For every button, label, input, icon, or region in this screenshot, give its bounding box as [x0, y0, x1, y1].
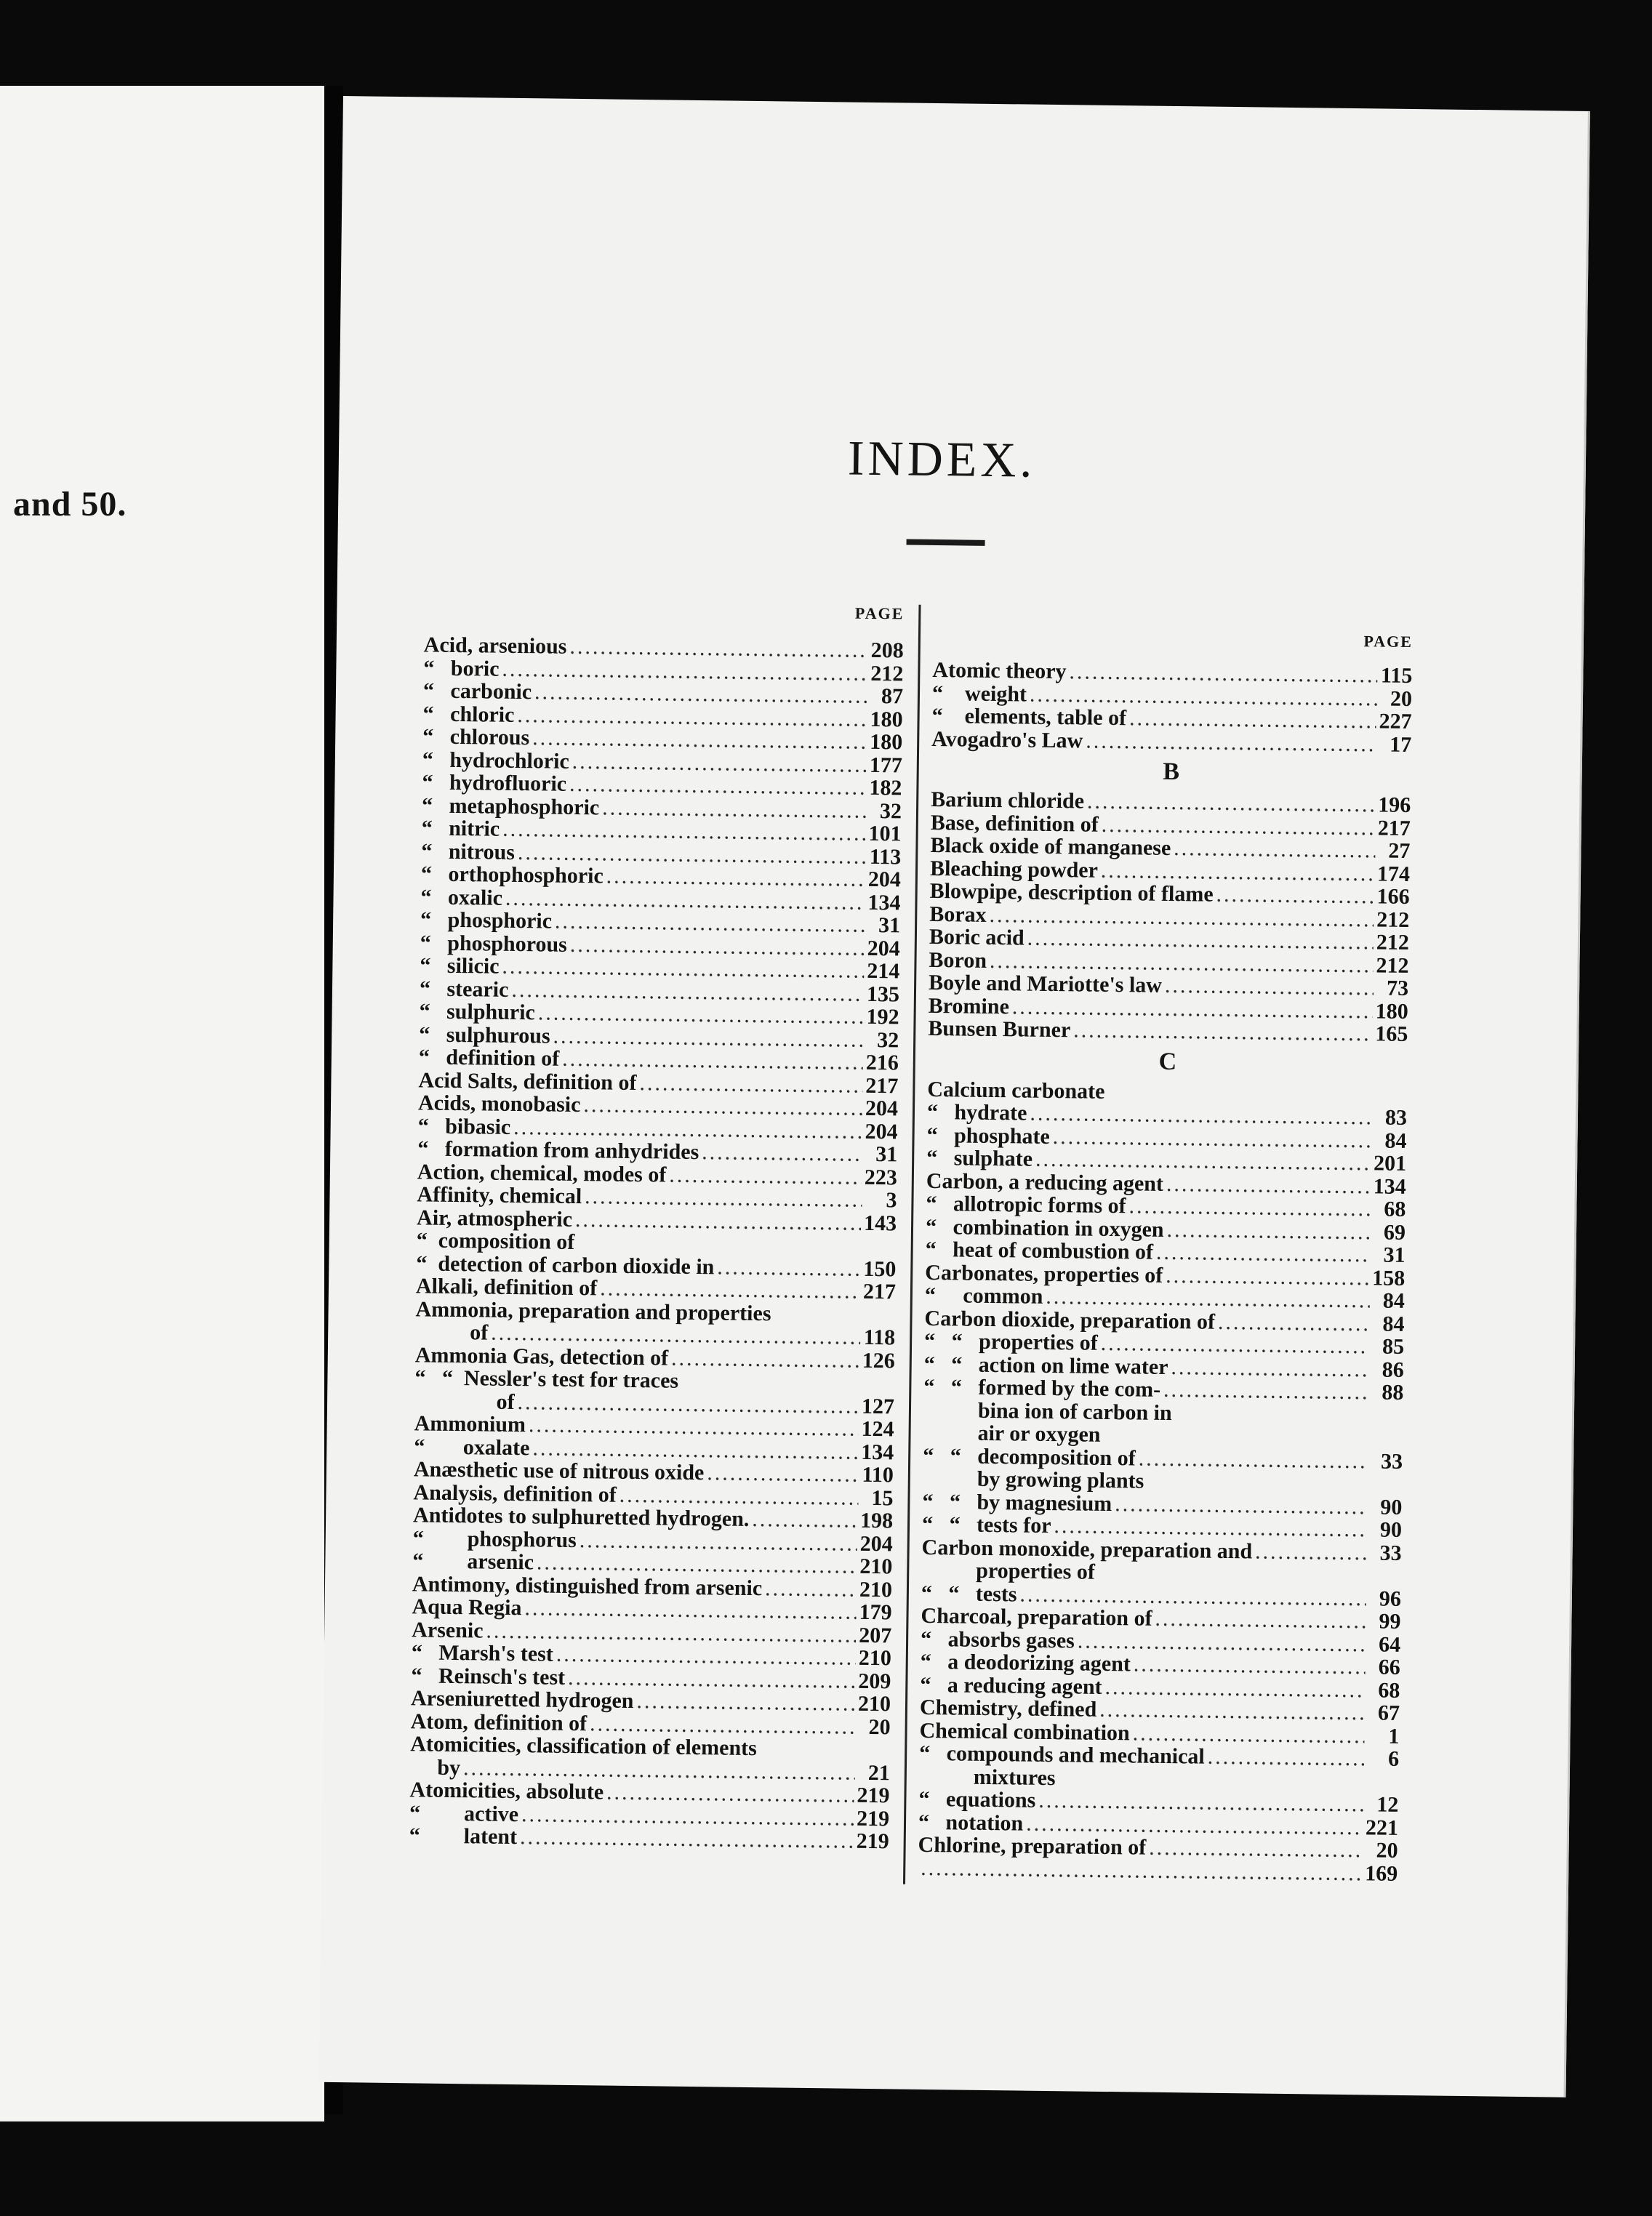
dot-leader	[1166, 1218, 1371, 1243]
entry-text: “ phosphate	[926, 1123, 1051, 1149]
entry-text: Atomic theory	[932, 657, 1067, 684]
entry-page-number	[863, 1321, 895, 1322]
entry-text: “ Reinsch's test	[411, 1663, 566, 1690]
entry-text: Aqua Regia	[412, 1594, 522, 1621]
entry-page-number: 113	[869, 844, 902, 869]
entry-text: “ Marsh's test	[411, 1640, 554, 1666]
dot-leader	[1175, 1420, 1368, 1422]
entry-text: “ chlorous	[422, 724, 530, 750]
entry-page-number: 20	[868, 1714, 891, 1739]
entry-page-number: 210	[857, 1691, 891, 1717]
dot-leader	[1147, 1488, 1367, 1491]
entry-text: Barium chloride	[931, 787, 1085, 814]
entry-text: “ equations	[918, 1786, 1036, 1812]
entry-page-number: 204	[865, 1119, 898, 1144]
entry-text: “ hydrate	[926, 1099, 1027, 1125]
entry-page-number: 219	[857, 1783, 890, 1808]
entry-text: Calcium carbonate	[927, 1077, 1105, 1104]
entry-text: “ sulphate	[926, 1145, 1033, 1171]
entry-page-number: 6	[1387, 1746, 1400, 1771]
dot-leader	[1107, 1098, 1372, 1101]
dot-leader	[1174, 837, 1376, 862]
entry-text: Bunsen Burner	[928, 1016, 1071, 1043]
entry-page-number: 180	[1375, 998, 1408, 1024]
dot-leader	[570, 933, 865, 959]
entry-text: “ elements, table of	[931, 703, 1127, 731]
entry-page-number: 33	[1380, 1449, 1403, 1474]
entry-page-number: 210	[858, 1645, 892, 1671]
entry-page-number: 17	[1390, 732, 1412, 757]
entry-text: Alkali, definition of	[415, 1274, 598, 1301]
entry-text: “ “ decomposition of	[923, 1443, 1136, 1470]
entry-page-number: 204	[859, 1531, 893, 1556]
dot-leader	[1087, 790, 1376, 816]
entry-page-number: 64	[1378, 1632, 1401, 1657]
dot-leader	[583, 1093, 862, 1120]
dot-leader	[1115, 1493, 1367, 1519]
dot-leader	[1156, 1241, 1371, 1266]
entry-page-number: 32	[879, 798, 902, 823]
entry-text: “ formation from anhydrides	[417, 1136, 699, 1165]
entry-page-number: 212	[1376, 930, 1410, 955]
entry-text: Black oxide of manganese	[930, 832, 1171, 860]
entry-text: Ammonia Gas, detection of	[414, 1342, 669, 1370]
entry-page-number: 166	[1376, 884, 1410, 909]
dot-leader	[1099, 1698, 1365, 1725]
entry-text: “ carbonic	[422, 678, 532, 704]
dot-leader	[1129, 707, 1376, 733]
entry-text: Analysis, definition of	[413, 1480, 617, 1507]
entry-text: “ sulphurous	[419, 1021, 550, 1048]
entry-text: “ composition of	[416, 1228, 575, 1255]
entry-page-number: 88	[1382, 1380, 1404, 1405]
section-letter: B	[1163, 758, 1180, 786]
entry-list	[918, 659, 1412, 1885]
entry-page-number: 90	[1380, 1495, 1403, 1520]
entry-text: “ hydrochloric	[422, 747, 570, 774]
entry-page-number: 212	[1376, 952, 1409, 978]
entry-text: Borax	[929, 902, 987, 927]
dot-leader	[681, 1388, 859, 1390]
entry-text: of	[414, 1388, 515, 1414]
entry-text: “ nitric	[421, 816, 500, 841]
entry-page-number: 127	[861, 1394, 895, 1418]
entry-page-number: 208	[870, 638, 904, 663]
entry-page-number: 210	[859, 1554, 893, 1579]
dot-leader	[577, 1249, 861, 1253]
entry-text: “ a reducing agent	[920, 1672, 1102, 1699]
entry-text: “ heat of combustion of	[925, 1237, 1154, 1264]
entry-text: Acid, arsenious	[423, 633, 567, 659]
entry-text: “ combination in oxygen	[925, 1214, 1164, 1242]
dot-leader	[1058, 1785, 1363, 1789]
entry-page-number: 169	[1365, 1860, 1398, 1886]
entry-page-number	[862, 1390, 894, 1391]
entry-page-number: 165	[1375, 1021, 1408, 1046]
entry-text: Arseniuretted hydrogen	[410, 1686, 634, 1714]
entry-text: “ bibasic	[417, 1113, 511, 1139]
dot-leader	[569, 635, 868, 662]
entry-text: Chemistry, defined	[919, 1695, 1097, 1722]
entry-page-number: 216	[865, 1050, 899, 1075]
dot-leader	[1163, 1378, 1369, 1404]
entry-text: Base, definition of	[930, 810, 1099, 837]
entry-page-number: 115	[1380, 663, 1413, 689]
entry-text: Carbon monoxide, preparation and	[921, 1535, 1253, 1563]
entry-text: Antimony, distinguished from arsenic	[412, 1571, 763, 1600]
entry-page-number: 12	[1376, 1792, 1399, 1817]
dot-leader	[1171, 1356, 1369, 1381]
dot-leader	[774, 1320, 860, 1321]
entry-page-number: 21	[867, 1760, 891, 1785]
entry-page-number: 85	[1382, 1334, 1405, 1359]
entry-page-number: 182	[869, 775, 902, 800]
entry-page-number: 83	[1384, 1105, 1408, 1130]
entry-page-number: 217	[1377, 815, 1411, 840]
entry-page-number: 204	[867, 867, 902, 892]
page-title: INDEX.	[847, 430, 1036, 488]
entry-page-number: 134	[867, 890, 901, 915]
entry-page-number: 101	[868, 821, 902, 846]
entry-text: Boric acid	[929, 924, 1025, 950]
entry-text: Atomicities, classification of elements	[410, 1732, 758, 1761]
entry-page-number: 223	[864, 1165, 898, 1189]
entry-page-number: 177	[869, 752, 903, 777]
section-letter: C	[1158, 1048, 1177, 1075]
entry-page-number: 221	[1365, 1815, 1399, 1840]
entry-page-number: 210	[859, 1577, 893, 1602]
entry-page-number: 69	[1383, 1220, 1406, 1245]
entry-text: “ allotropic forms of	[926, 1191, 1126, 1219]
entry-text: “ “ action on lime water	[923, 1352, 1168, 1379]
entry-page-number: 219	[856, 1806, 890, 1831]
dot-leader	[1138, 1447, 1368, 1472]
index-entry	[918, 1856, 1398, 1885]
dot-leader	[1216, 883, 1374, 908]
entry-page-number: 73	[1386, 976, 1409, 1000]
entry-page-number: 84	[1382, 1288, 1406, 1313]
dot-leader	[639, 1072, 862, 1097]
entry-page-number: 198	[859, 1508, 894, 1533]
entry-text: Atom, definition of	[410, 1709, 588, 1735]
dot-leader	[669, 1163, 862, 1189]
entry-text: “ phosphoric	[420, 907, 553, 934]
entry-page-number: 68	[1378, 1678, 1400, 1703]
index-page	[319, 96, 1590, 2097]
entry-page-number: 214	[867, 958, 900, 984]
dot-leader	[1166, 1264, 1369, 1289]
dot-leader	[1086, 729, 1376, 755]
column-divider	[903, 605, 921, 1884]
dot-leader	[760, 1755, 855, 1757]
entry-page-number: 20	[1376, 1838, 1398, 1863]
entry-text: bina ion of carbon in	[923, 1397, 1172, 1425]
dot-leader	[1134, 1653, 1366, 1678]
entry-text: Atomicities, absolute	[409, 1778, 604, 1804]
dot-leader	[1149, 1836, 1363, 1862]
entry-page-number: 31	[1383, 1243, 1406, 1267]
entry-page-number: 134	[861, 1440, 894, 1464]
entry-text: Affinity, chemical	[417, 1182, 582, 1209]
entry-text: of	[415, 1320, 489, 1345]
entry-text: “ silicic	[420, 953, 500, 979]
entry-page-number: 32	[876, 1027, 899, 1052]
entry-page-number: 201	[1373, 1151, 1407, 1176]
entry-text: by growing plants	[922, 1466, 1144, 1493]
entry-text: Chlorine, preparation of	[918, 1832, 1147, 1860]
entry-page-number: 96	[1379, 1586, 1402, 1611]
entry-page-number: 204	[865, 1096, 899, 1121]
dot-leader	[556, 1643, 856, 1670]
entry-text: “ definition of	[418, 1045, 560, 1071]
dot-leader	[572, 750, 867, 776]
entry-page-number: 87	[881, 684, 904, 709]
entry-list	[409, 633, 904, 1852]
entry-page-number: 27	[1388, 838, 1411, 864]
entry-text: Action, chemical, modes of	[417, 1159, 667, 1187]
entry-page-number: 118	[863, 1325, 896, 1350]
entry-text: “ notation	[918, 1810, 1024, 1836]
entry-page-number: 180	[870, 707, 903, 731]
entry-text: Ammonium	[414, 1411, 526, 1437]
entry-text: Blowpipe, description of flame	[929, 878, 1214, 907]
dot-leader	[702, 1141, 862, 1165]
entry-page-number: 99	[1379, 1609, 1401, 1634]
left-page-text-fragment: and 50.	[13, 485, 127, 523]
dot-leader	[1101, 1332, 1370, 1358]
dot-leader	[600, 1277, 860, 1303]
dot-leader	[1128, 1195, 1371, 1221]
entry-page-number: 209	[858, 1669, 891, 1693]
index-column-left	[409, 598, 905, 1852]
entry-page-number: 217	[865, 1073, 899, 1098]
entry-page-number: 31	[875, 1142, 898, 1167]
entry-text: “ stearic	[419, 976, 509, 1002]
entry-page-number: 179	[859, 1599, 892, 1625]
entry-page-number: 33	[1379, 1541, 1402, 1565]
entry-text: “ phosphorus	[412, 1525, 577, 1552]
dot-leader	[580, 1529, 857, 1555]
entry-text: mixtures	[918, 1764, 1056, 1790]
dot-leader	[1255, 1540, 1367, 1564]
entry-text: Carbon dioxide, preparation of	[924, 1306, 1216, 1334]
entry-page-number: 110	[862, 1462, 894, 1488]
entry-page-number: 135	[866, 981, 900, 1006]
dot-leader	[1133, 1722, 1365, 1747]
entry-page-number: 90	[1379, 1517, 1403, 1542]
entry-text: Acids, monobasic	[417, 1091, 581, 1117]
entry-text: “ active	[409, 1800, 519, 1826]
entry-text: “ “ tests for	[921, 1512, 1051, 1538]
entry-text: Chemical combination	[919, 1718, 1130, 1745]
entry-page-number: 20	[1390, 686, 1413, 711]
dot-leader	[1073, 1019, 1372, 1045]
entry-page-number: 227	[1379, 709, 1412, 734]
entry-page-number: 31	[878, 913, 901, 938]
entry-page-number	[1375, 1101, 1407, 1102]
dot-leader	[636, 1690, 855, 1715]
entry-text: Air, atmospheric	[416, 1205, 573, 1232]
entry-text: “ phosphorous	[420, 930, 568, 957]
entry-text: “ chloric	[422, 701, 515, 727]
entry-page-number: 217	[862, 1279, 897, 1304]
entry-page-number: 3	[886, 1188, 897, 1213]
entry-text: “ sulphuric	[419, 999, 536, 1025]
index-column-right	[918, 605, 1413, 1885]
entry-text: “ “ properties of	[923, 1328, 1098, 1355]
entry-text: Ammonia, preparation and properties	[415, 1296, 771, 1325]
dot-leader	[606, 865, 865, 891]
dot-leader	[921, 1856, 1362, 1884]
entry-text: “ hydrofluoric	[422, 770, 567, 796]
entry-text: “ oxalate	[414, 1434, 530, 1460]
entry-text: “ a deodorizing agent	[920, 1649, 1131, 1677]
dot-leader	[1104, 1675, 1365, 1701]
entry-page-number: 86	[1382, 1357, 1404, 1382]
entry-page-number: 219	[856, 1828, 889, 1854]
dot-leader	[1218, 1310, 1370, 1335]
dot-leader	[752, 1508, 857, 1532]
entry-page-number: 143	[863, 1211, 897, 1235]
entry-page-number: 84	[1382, 1312, 1405, 1336]
dot-leader	[1069, 660, 1377, 687]
entry-text: “ oxalic	[420, 884, 503, 910]
entry-text: Avogadro's Law	[931, 726, 1083, 752]
entry-text: Boyle and Mariotte's law	[928, 970, 1163, 997]
entry-text: Carbon, a reducing agent	[926, 1168, 1164, 1196]
dot-leader	[569, 773, 867, 799]
entry-page-number: 84	[1384, 1128, 1407, 1153]
entry-page-number: 196	[1377, 792, 1411, 818]
entry-text: “ arsenic	[412, 1549, 534, 1575]
entry-text: “ “ formed by the com-	[923, 1374, 1161, 1402]
entry-page-number: 158	[1372, 1265, 1406, 1290]
entry-text: Acid Salts, definition of	[418, 1067, 637, 1095]
dot-leader	[671, 1346, 859, 1372]
entry-page-number: 1	[1388, 1724, 1400, 1749]
entry-page-number: 212	[1376, 907, 1410, 932]
entry-text: properties of	[921, 1557, 1096, 1584]
page-column-label: PAGE	[1363, 632, 1414, 651]
entry-text: air or oxygen	[923, 1420, 1101, 1447]
dot-leader	[1208, 1746, 1365, 1770]
entry-text: “ detection of carbon dioxide in	[416, 1250, 715, 1279]
entry-text: “ boric	[423, 655, 500, 681]
entry-page-number: 207	[858, 1623, 892, 1647]
entry-text: “ “ tests	[921, 1581, 1017, 1606]
entry-text: “ metaphosphoric	[421, 792, 600, 819]
entry-page-number: 66	[1378, 1655, 1400, 1679]
entry-page-number: 212	[870, 661, 904, 686]
entry-text: Carbonates, properties of	[925, 1260, 1163, 1288]
entry-text: “ weight	[931, 681, 1027, 707]
entry-text: “ orthophosphoric	[420, 862, 604, 888]
entry-text: “ “ by magnesium	[922, 1489, 1112, 1516]
dot-leader	[1165, 974, 1374, 1000]
entry-page-number: 134	[1373, 1173, 1406, 1199]
entry-text: “ absorbs gases	[920, 1626, 1075, 1653]
entry-text: Antidotes to sulphuretted hydrogen.	[412, 1503, 750, 1531]
entry-text: Arsenic	[412, 1617, 484, 1643]
dot-leader	[1155, 1607, 1366, 1633]
dot-leader	[1103, 1442, 1368, 1445]
left-page	[0, 86, 324, 2121]
entry-text: “ nitrous	[421, 838, 516, 864]
entry-page-number	[1369, 1582, 1401, 1583]
entry-text: Bromine	[928, 993, 1010, 1019]
title-rule	[907, 539, 985, 546]
entry-text: “ common	[924, 1282, 1043, 1309]
dot-leader	[575, 1208, 861, 1235]
entry-page-number: 180	[869, 729, 903, 755]
entry-page-number	[1371, 1422, 1403, 1423]
entry-page-number: 126	[862, 1348, 896, 1373]
entry-text: Charcoal, preparation of	[921, 1603, 1152, 1631]
dot-leader	[1098, 1579, 1366, 1583]
dot-leader	[602, 796, 867, 822]
entry-page-number: 15	[871, 1485, 894, 1510]
entry-text: Bleaching powder	[929, 856, 1099, 883]
dot-leader	[553, 1024, 864, 1051]
entry-page-number: 204	[867, 936, 900, 960]
entry-page-number: 174	[1376, 861, 1411, 886]
entry-text: “ “ Nessler's test for traces	[414, 1365, 679, 1393]
entry-text: Boron	[929, 947, 987, 973]
dot-leader	[585, 1185, 862, 1211]
entry-text: “ latent	[409, 1823, 518, 1850]
dot-leader	[1166, 1172, 1371, 1197]
entry-page-number: 68	[1384, 1197, 1406, 1221]
entry-text: by	[409, 1754, 461, 1780]
dot-leader	[555, 910, 865, 937]
entry-text: Anæsthetic use of nitrous oxide	[413, 1457, 705, 1485]
entry-page-number: 124	[861, 1416, 894, 1442]
dot-leader	[606, 1781, 854, 1807]
entry-page-number: 150	[863, 1256, 897, 1281]
index-entry	[409, 1824, 889, 1853]
entry-text: “ compounds and mechanical	[919, 1741, 1205, 1769]
dot-leader	[520, 1826, 854, 1852]
dot-leader	[717, 1256, 860, 1280]
dot-leader	[707, 1461, 859, 1486]
dot-leader	[765, 1577, 857, 1601]
entry-page-number: 67	[1377, 1701, 1400, 1725]
page-column-label: PAGE	[854, 603, 905, 623]
entry-page-number	[1371, 1490, 1403, 1491]
entry-page-number: 192	[866, 1004, 899, 1029]
